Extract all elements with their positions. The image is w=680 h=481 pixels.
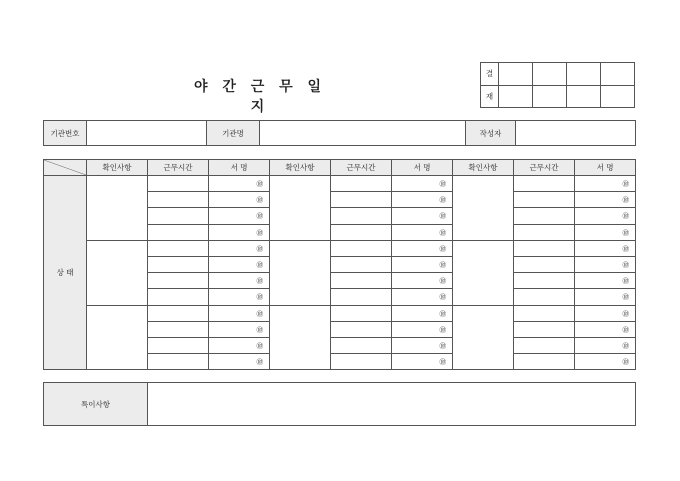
org-name-field[interactable] <box>260 121 466 146</box>
work-time-cell[interactable] <box>514 224 575 240</box>
signature-cell[interactable]: ㊞ <box>209 224 270 240</box>
signature-cell[interactable]: ㊞ <box>209 305 270 321</box>
work-time-cell[interactable] <box>514 305 575 321</box>
signature-cell[interactable]: ㊞ <box>209 337 270 353</box>
work-time-cell[interactable] <box>514 256 575 272</box>
signature-cell[interactable]: ㊞ <box>392 321 453 337</box>
signature-cell[interactable]: ㊞ <box>392 337 453 353</box>
info-row <box>43 120 636 146</box>
work-time-cell[interactable] <box>331 256 392 272</box>
approval-sign-cell[interactable] <box>567 85 601 108</box>
signature-cell[interactable]: ㊞ <box>209 321 270 337</box>
signature-cell[interactable]: ㊞ <box>575 305 636 321</box>
org-number-field[interactable] <box>87 121 207 146</box>
check-item-cell[interactable] <box>87 305 148 370</box>
author-label: 작성자 <box>466 121 516 146</box>
signature-cell[interactable]: ㊞ <box>209 354 270 370</box>
signature-cell[interactable]: ㊞ <box>392 176 453 192</box>
work-time-cell[interactable] <box>331 176 392 192</box>
signature-cell[interactable]: ㊞ <box>392 354 453 370</box>
signature-cell[interactable]: ㊞ <box>392 256 453 272</box>
approval-label-top: 결 <box>481 63 499 86</box>
column-header: 확인사항 <box>87 160 148 176</box>
signature-cell[interactable]: ㊞ <box>392 305 453 321</box>
signature-cell[interactable]: ㊞ <box>209 289 270 305</box>
check-item-cell[interactable] <box>453 240 514 305</box>
signature-cell[interactable]: ㊞ <box>392 208 453 224</box>
signature-cell[interactable]: ㊞ <box>209 273 270 289</box>
approval-box <box>480 62 635 108</box>
signature-cell[interactable]: ㊞ <box>575 240 636 256</box>
signature-cell[interactable]: ㊞ <box>209 256 270 272</box>
work-time-cell[interactable] <box>514 240 575 256</box>
work-time-cell[interactable] <box>514 273 575 289</box>
work-time-cell[interactable] <box>514 321 575 337</box>
work-time-cell[interactable] <box>148 192 209 208</box>
remarks-section <box>43 382 636 426</box>
work-time-cell[interactable] <box>331 321 392 337</box>
signature-cell[interactable]: ㊞ <box>575 273 636 289</box>
duty-grid <box>43 159 636 370</box>
column-header: 근무시간 <box>148 160 209 176</box>
work-time-cell[interactable] <box>331 192 392 208</box>
column-header: 서 명 <box>209 160 270 176</box>
remarks-label: 특이사항 <box>44 383 148 426</box>
signature-cell[interactable]: ㊞ <box>575 337 636 353</box>
work-time-cell[interactable] <box>148 354 209 370</box>
signature-cell[interactable]: ㊞ <box>575 224 636 240</box>
work-time-cell[interactable] <box>148 208 209 224</box>
work-time-cell[interactable] <box>514 354 575 370</box>
signature-cell[interactable]: ㊞ <box>575 192 636 208</box>
work-time-cell[interactable] <box>514 192 575 208</box>
approval-cell[interactable] <box>567 63 601 86</box>
work-time-cell[interactable] <box>514 337 575 353</box>
work-time-cell[interactable] <box>148 224 209 240</box>
check-item-cell[interactable] <box>87 240 148 305</box>
check-item-cell[interactable] <box>87 176 148 241</box>
check-item-cell[interactable] <box>453 176 514 241</box>
signature-cell[interactable]: ㊞ <box>575 208 636 224</box>
document-title: 야 간 근 무 일 지 <box>193 79 327 115</box>
author-field[interactable] <box>516 121 636 146</box>
approval-label-bottom: 재 <box>481 85 499 108</box>
work-time-cell[interactable] <box>331 354 392 370</box>
signature-cell[interactable]: ㊞ <box>575 176 636 192</box>
table-row <box>44 305 636 321</box>
work-time-cell[interactable] <box>148 289 209 305</box>
column-header: 근무시간 <box>331 160 392 176</box>
work-time-cell[interactable] <box>148 305 209 321</box>
signature-cell[interactable]: ㊞ <box>392 224 453 240</box>
check-item-cell[interactable] <box>453 305 514 370</box>
work-time-cell[interactable] <box>331 240 392 256</box>
signature-cell[interactable]: ㊞ <box>575 289 636 305</box>
work-time-cell[interactable] <box>331 224 392 240</box>
remarks-field[interactable] <box>148 383 636 426</box>
work-time-cell[interactable] <box>514 208 575 224</box>
signature-cell[interactable]: ㊞ <box>575 256 636 272</box>
approval-cell[interactable] <box>533 63 567 86</box>
work-time-cell[interactable] <box>148 273 209 289</box>
work-time-cell[interactable] <box>331 337 392 353</box>
column-header: 근무시간 <box>514 160 575 176</box>
column-header: 확인사항 <box>270 160 331 176</box>
signature-cell[interactable]: ㊞ <box>392 289 453 305</box>
approval-cell[interactable] <box>499 63 533 86</box>
signature-cell[interactable]: ㊞ <box>209 240 270 256</box>
org-number-label: 기관번호 <box>44 121 87 146</box>
signature-cell[interactable]: ㊞ <box>392 273 453 289</box>
check-item-cell[interactable] <box>270 176 331 241</box>
signature-cell[interactable]: ㊞ <box>575 321 636 337</box>
approval-cell[interactable] <box>601 63 635 86</box>
org-name-label: 기관명 <box>207 121 260 146</box>
column-header: 확인사항 <box>453 160 514 176</box>
work-time-cell[interactable] <box>331 305 392 321</box>
work-time-cell[interactable] <box>148 176 209 192</box>
work-time-cell[interactable] <box>331 273 392 289</box>
header-corner-cell <box>44 160 87 176</box>
signature-cell[interactable]: ㊞ <box>209 176 270 192</box>
signature-cell[interactable]: ㊞ <box>209 192 270 208</box>
work-time-cell[interactable] <box>148 240 209 256</box>
check-item-cell[interactable] <box>270 305 331 370</box>
work-time-cell[interactable] <box>148 337 209 353</box>
check-item-cell[interactable] <box>270 240 331 305</box>
approval-sign-cell[interactable] <box>601 85 635 108</box>
signature-cell[interactable]: ㊞ <box>575 354 636 370</box>
work-time-cell[interactable] <box>148 256 209 272</box>
work-time-cell[interactable] <box>331 208 392 224</box>
approval-sign-cell[interactable] <box>499 85 533 108</box>
signature-cell[interactable]: ㊞ <box>392 192 453 208</box>
signature-cell[interactable]: ㊞ <box>209 208 270 224</box>
column-header: 서 명 <box>575 160 636 176</box>
approval-sign-cell[interactable] <box>533 85 567 108</box>
status-label: 상 태 <box>44 176 87 370</box>
work-time-cell[interactable] <box>331 289 392 305</box>
signature-cell[interactable]: ㊞ <box>392 240 453 256</box>
work-time-cell[interactable] <box>148 321 209 337</box>
work-time-cell[interactable] <box>514 176 575 192</box>
table-row <box>44 240 636 256</box>
column-header: 서 명 <box>392 160 453 176</box>
work-time-cell[interactable] <box>514 289 575 305</box>
table-row <box>44 176 636 192</box>
